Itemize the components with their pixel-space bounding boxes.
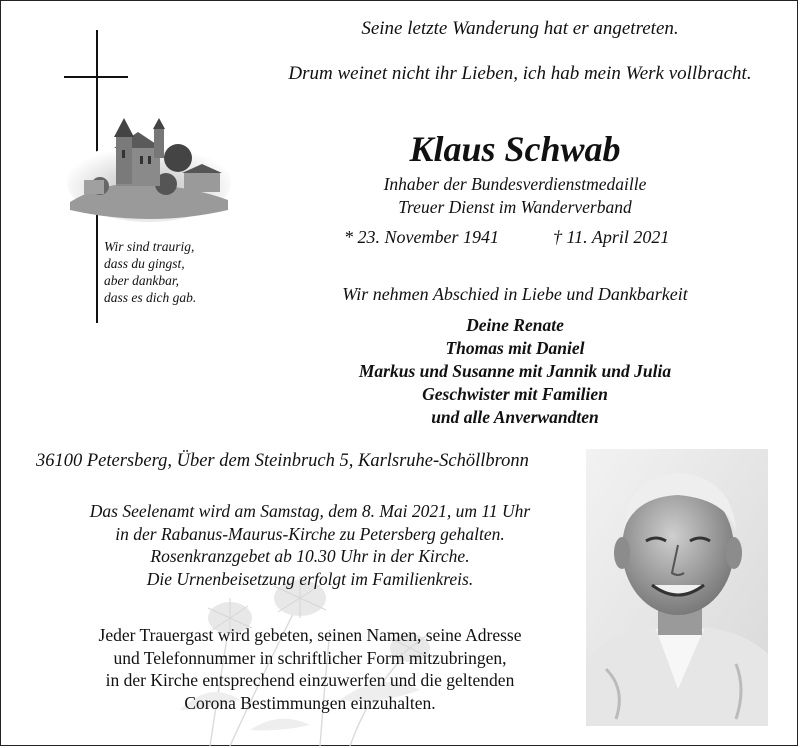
service-line: Die Urnenbeisetzung erfolgt im Familienkreis.: [146, 568, 474, 589]
side-poem-line: dass es dich gab.: [104, 290, 197, 305]
birth-date: * 23. November 1941: [344, 227, 499, 247]
notice-line: Corona Bestimmungen einzuhalten.: [184, 692, 436, 713]
address-line: 36100 Petersberg, Über dem Steinbruch 5, Karlsruhe-Schöllbronn: [36, 451, 529, 471]
quote-line-1: Seine letzte Wanderung hat er angetreten.: [361, 18, 679, 39]
family-member: Markus und Susanne mit Jannik und Julia: [358, 361, 672, 381]
family-member: Geschwister mit Familien: [422, 384, 608, 404]
portrait-photo: [586, 449, 768, 726]
family-member: und alle Anverwandten: [431, 407, 599, 427]
notice-line: in der Kirche entsprechend einzuwerfen und die geltenden: [105, 670, 515, 690]
side-poem-line: aber dankbar,: [104, 273, 179, 288]
deceased-subtitle-1: Inhaber der Bundesverdienstmedaille: [383, 174, 647, 194]
corona-notice: [30, 624, 590, 714]
side-poem: [104, 238, 254, 306]
cross-horizontal: [64, 76, 128, 78]
notice-line: Jeder Trauergast wird gebeten, seinen Namen, seine Adresse: [98, 625, 522, 645]
side-poem-line: Wir sind traurig,: [104, 239, 195, 254]
service-line: Das Seelenamt wird am Samstag, dem 8. Mai 2021, um 11 Uhr: [89, 501, 531, 521]
church-illustration: [66, 110, 232, 222]
family-list: [280, 314, 750, 429]
deceased-subtitle-2: Treuer Dienst im Wanderverband: [398, 197, 632, 217]
service-info: [30, 500, 590, 590]
service-line: in der Rabanus-Maurus-Kirche zu Petersberg gehalten.: [115, 523, 505, 544]
deceased-name: Klaus Schwab: [409, 129, 621, 169]
family-member: Deine Renate: [466, 315, 564, 335]
service-line: Rosenkranzgebet ab 10.30 Uhr in der Kirche.: [150, 546, 470, 566]
side-poem-line: dass du gingst,: [104, 256, 185, 271]
quote-line-2: Drum weinet nicht ihr Lieben, ich hab mein Werk vollbracht.: [288, 63, 752, 84]
family-member: Thomas mit Daniel: [445, 338, 585, 358]
farewell-line: Wir nehmen Abschied in Liebe und Dankbarkeit: [342, 284, 688, 304]
notice-line: und Telefonnummer in schriftlicher Form mitzubringen,: [113, 647, 507, 668]
death-date: † 11. April 2021: [553, 227, 670, 247]
